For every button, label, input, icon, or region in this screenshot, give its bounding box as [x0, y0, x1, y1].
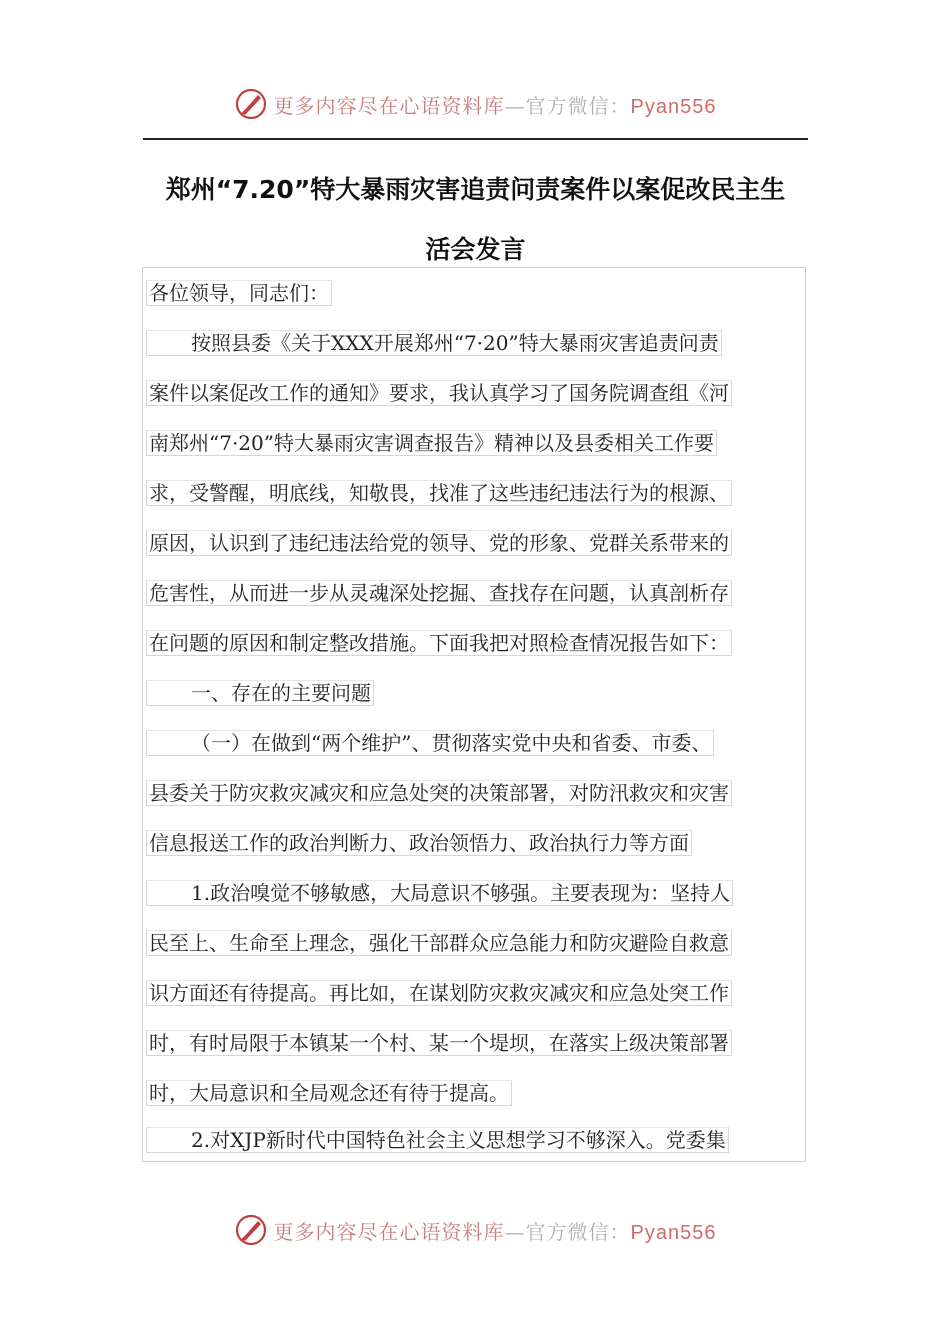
banner-text: [274, 1216, 717, 1245]
body-line: 案件以案促改工作的通知》要求，我认真学习了国务院调查组《河: [146, 380, 732, 406]
banner-site-text: 更多内容尽在心语资料库: [273, 1219, 505, 1244]
body-line: 原因，认识到了违纪违法给党的领导、党的形象、党群关系带来的: [146, 530, 732, 556]
banner-wechat-label: 官方微信：: [525, 93, 631, 118]
body-line: 在问题的原因和制定整改措施。下面我把对照检查情况报告如下：: [146, 630, 732, 656]
document-title: [143, 160, 808, 280]
body-line: 民至上、生命至上理念，强化干部群众应急能力和防灾避险自救意: [146, 930, 732, 956]
title-line-2: 活会发言: [425, 235, 526, 264]
body-line: 1.政治嗅觉不够敏感，大局意识不够强。主要表现为：坚持人: [146, 880, 733, 906]
body-line: 信息报送工作的政治判断力、政治领悟力、政治执行力等方面: [146, 830, 692, 856]
header-rule: [143, 138, 808, 140]
body-line: 时，大局意识和全局观念还有待于提高。: [146, 1080, 512, 1106]
body-line: 2.对XJP新时代中国特色社会主义思想学习不够深入。党委集: [146, 1127, 729, 1153]
body-line: 危害性，从而进一步从灵魂深处挖掘、查找存在问题，认真剖析存: [146, 580, 732, 606]
body-line: 求，受警醒，明底线，知敬畏，找准了这些违纪违法行为的根源、: [146, 480, 732, 506]
header-banner: [0, 84, 950, 124]
banner-dash: —: [504, 93, 526, 118]
footer-banner: [0, 1210, 950, 1250]
banner-wechat-id: Pyan556: [630, 95, 717, 118]
banner-dash: —: [504, 1219, 526, 1244]
banner-wechat-label: 官方微信：: [525, 1219, 631, 1244]
section-heading: 一、存在的主要问题: [146, 680, 374, 706]
body-line: 时，有时局限于本镇某一个村、某一个堤坝，在落实上级决策部署: [146, 1030, 732, 1056]
subsection-heading: （一）在做到“两个维护”、贯彻落实党中央和省委、市委、: [146, 730, 714, 756]
body-line: 南郑州“7·20”特大暴雨灾害调查报告》精神以及县委相关工作要: [146, 430, 717, 456]
body-line: 按照县委《关于XXX开展郑州“7·20”特大暴雨灾害追责问责: [146, 330, 722, 356]
body-line: 各位领导，同志们：: [146, 280, 332, 306]
banner-site-text: 更多内容尽在心语资料库: [273, 93, 505, 118]
banner-wechat-id: Pyan556: [630, 1221, 717, 1244]
quill-logo-icon: [234, 1213, 268, 1247]
body-line: 识方面还有待提高。再比如，在谋划防灾救灾减灾和应急处突工作: [146, 980, 732, 1006]
title-line-1: 郑州“7.20”特大暴雨灾害追责问责案件以案促改民主生: [165, 175, 786, 204]
quill-logo-icon: [234, 87, 268, 121]
banner-text: [274, 90, 717, 119]
body-line: 县委关于防灾救灾减灾和应急处突的决策部署，对防汛救灾和灾害: [146, 780, 732, 806]
